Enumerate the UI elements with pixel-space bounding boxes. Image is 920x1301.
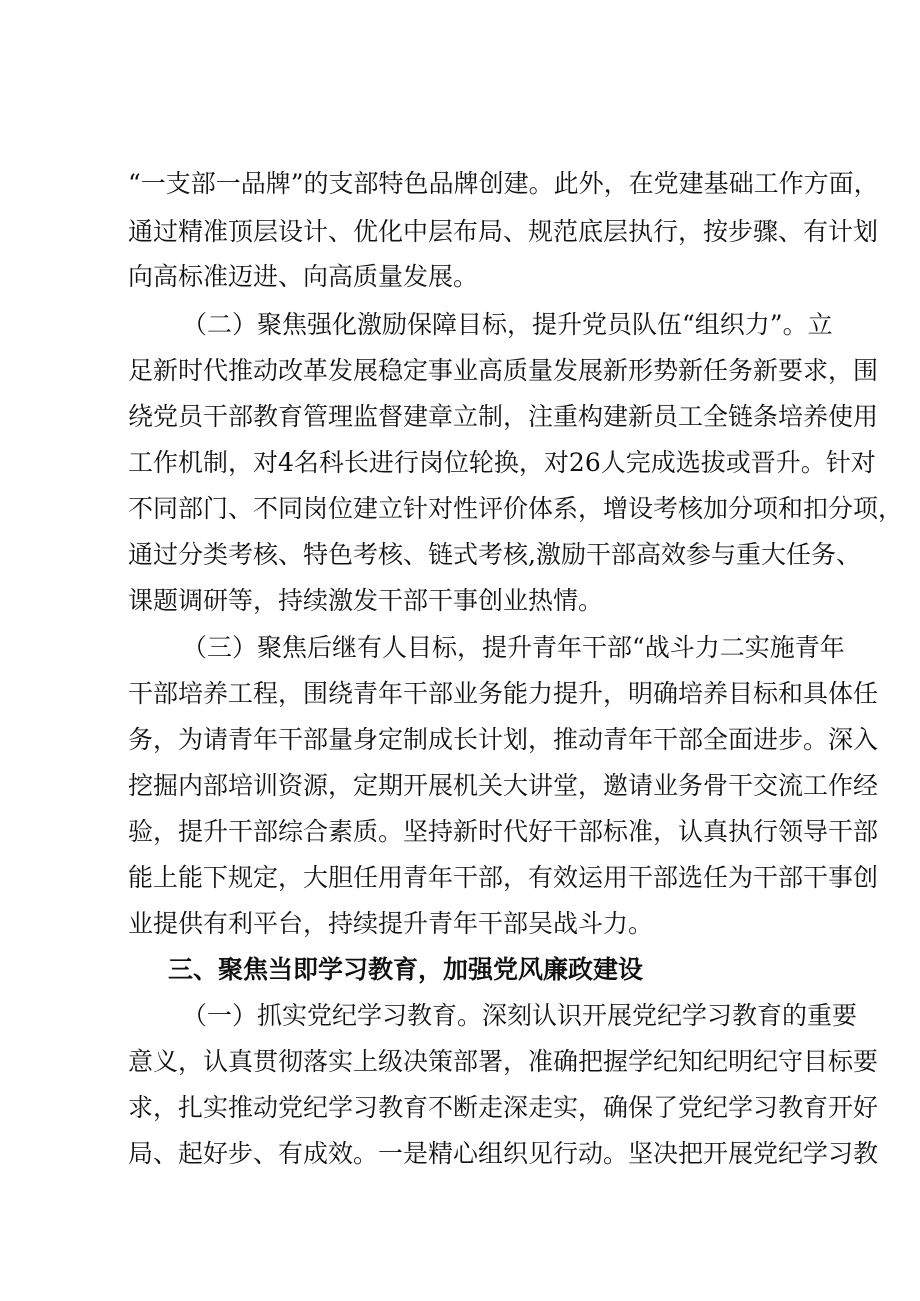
section-heading: 三、聚焦当即学习教育，加强党风廉政建设 — [168, 955, 644, 984]
paragraph-3-line-2: 干部培养工程，围绕青年干部业务能力提升，明确培养目标和具体任 — [128, 679, 879, 708]
paragraph-3-line-1: （三）聚焦后继有人目标，提升青年干部“战斗力二实施青年 — [182, 633, 845, 662]
paragraph-3-line-4: 挖掘内部培训资源，定期开展机关大讲堂，邀请业务骨干交流工作经 — [128, 771, 879, 800]
paragraph-4-line-1: （一）抓实党纪学习教育。深刻认识开展党纪学习教育的重要 — [182, 1001, 858, 1030]
paragraph-3-line-6: 能上能下规定，大胆任用青年干部，有效运用干部选任为干部干事创 — [128, 863, 879, 892]
paragraph-4-line-2: 意义，认真贯彻落实上级决策部署，准确把握学纪知纪明纪守目标要 — [128, 1047, 879, 1076]
paragraph-2-line-4: 工作机制，对4名科长进行岗位轮换，对26人完成选拔或晋升。针对 — [128, 448, 876, 477]
paragraph-2-line-7: 课题调研等，持续激发干部干事创业热情。 — [128, 586, 604, 615]
paragraph-2-line-5: 不同部门、不同岗位建立针对性评价体系，增设考核加分项和扣分项， — [128, 494, 904, 523]
paragraph-1-line-1: “一支部一品牌”的支部特色品牌创建。此外，在党建基础工作方面， — [128, 169, 879, 198]
paragraph-2-line-2: 足新时代推动改革发展稳定事业高质量发展新形势新任务新要求，围 — [128, 356, 879, 385]
paragraph-2-line-6: 通过分类考核、特色考核、链式考核,激励干部高效参与重大任务、 — [128, 540, 861, 569]
paragraph-3-line-3: 务，为请青年干部量身定制成长计划，推动青年干部全面进步。深入 — [128, 725, 879, 754]
paragraph-2-line-3: 绕党员干部教育管理监督建章立制，注重构建新员工全链条培养使用 — [128, 402, 879, 431]
paragraph-4-line-3: 求，扎实推动党纪学习教育不断走深走实，确保了党纪学习教育开好 — [128, 1093, 879, 1122]
paragraph-1-line-2: 通过精准顶层设计、优化中层布局、规范底层执行，按步骤、有计划 — [128, 217, 879, 246]
paragraph-1-line-3: 向高标准迈进、向高质量发展。 — [128, 262, 479, 291]
paragraph-3-line-5: 验，提升干部综合素质。坚持新时代好干部标准，认真执行领导干部 — [128, 817, 879, 846]
paragraph-2-line-1: （二）聚焦强化激励保障目标，提升党员队伍“组织力”。立 — [182, 310, 833, 339]
paragraph-4-line-4: 局、起好步、有成效。一是精心组织见行动。坚决把开展党纪学习教 — [128, 1139, 879, 1168]
paragraph-3-line-7: 业提供有利平台，持续提升青年干部吴战斗力。 — [128, 909, 654, 938]
